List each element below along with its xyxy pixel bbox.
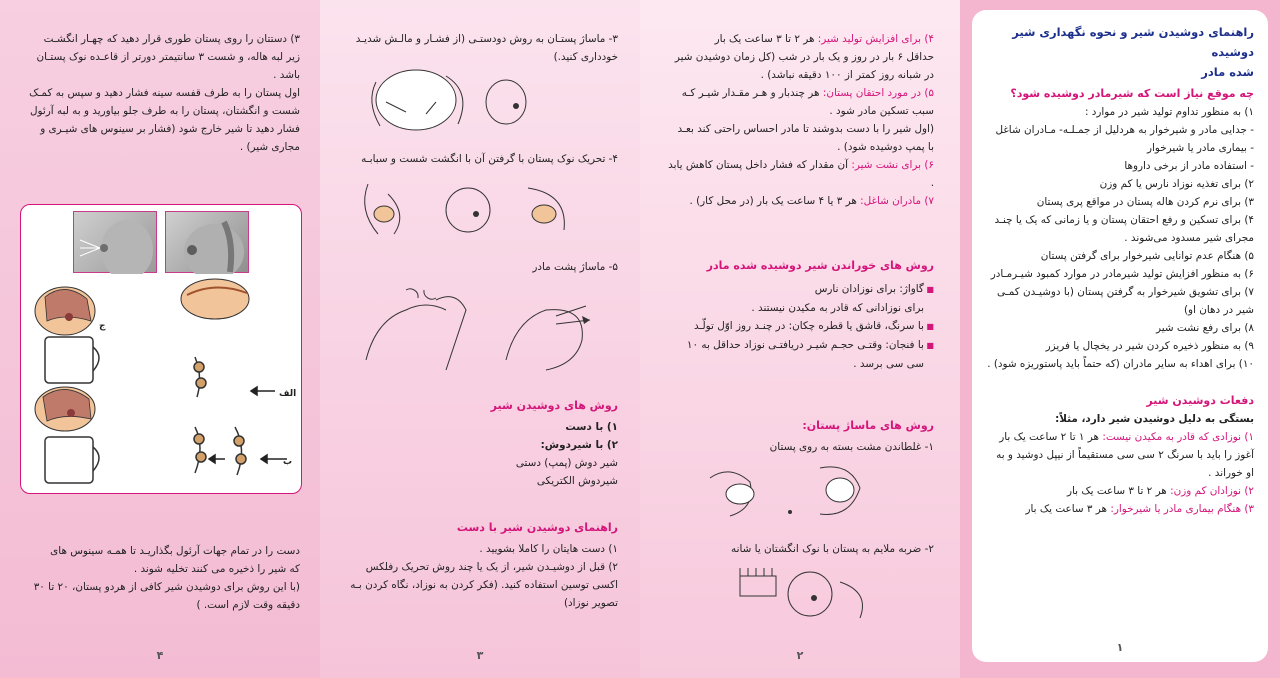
panel-page-4 <box>0 0 320 678</box>
list-item: ۴) برای تسکین و رفع احتقان پستان و یا زمانی که یک یا چنـد <box>994 214 1254 226</box>
feeding-methods-heading: روش های خوراندن شیر دوشیده شده مادر <box>706 259 934 272</box>
list-item: - جدایی مادر و شیرخوار به هردلیل از جمـلـه- مـادران شاغل <box>995 124 1254 136</box>
text-line: فشار دهید تا شیر خارج شود (فشار بر سینوس های شیـری و <box>40 123 300 135</box>
list-item: ۱۰) برای اهداء به سایر مادران (که حتماً باید پاستوریزه شود) . <box>987 358 1254 370</box>
tapping-illustration <box>700 562 890 624</box>
text-line: حداقل ۶ بار در روز و یک بار در شب (کل زمان دوشیدن شیر <box>674 51 934 63</box>
massage-methods-heading: روش های ماساژ پستان: <box>802 419 934 432</box>
breast-photo-expressing <box>73 211 157 273</box>
list-item: ۲) برای تغذیه نوزاد نارس یا کم وزن <box>1099 178 1254 190</box>
frequency-list <box>986 428 1254 518</box>
text-line: تصویر نوزاد) <box>563 597 618 609</box>
text-line: در شبانه روز کمتر از ۱۰۰ دقیقه نباشد) . <box>760 69 934 81</box>
page-number: ۳ <box>476 649 484 662</box>
feeding-methods-list <box>664 280 934 373</box>
list-item: ۳) برای نرم کردن هاله پستان در مواقع پری پستان <box>1036 196 1254 208</box>
method-hand: ۱) با دست <box>565 421 618 433</box>
text-line: زیر لبه هاله، و شست ۳ سانتیمتر دورتر از قاعـده نوک پستـان <box>36 51 300 63</box>
text-line: هر چندبار و هـر مقـدار شیـر کـه <box>681 87 823 99</box>
text-line: اکسی توسین استفاده کنید. (فکر کردن به نوزاد، نگاه کردن بـه <box>350 579 618 591</box>
text-line: ۵) در مورد احتقان پستان: <box>822 87 934 99</box>
panel-page-2 <box>640 0 960 678</box>
breast-photo-positioning <box>165 211 249 273</box>
page-number: ۴ <box>156 649 164 662</box>
label-alef: الف <box>279 389 297 399</box>
milk-spray-illustration <box>72 212 156 274</box>
list-item: مجرای شیر مسدود می‌شوند . <box>1124 232 1254 244</box>
text-line: ۱) دست هایتان را کاملا بشویید . <box>479 543 618 555</box>
list-item: ۶) به منظور افزایش تولید شیرمادر در موارد کمبود شیـرمـادر <box>990 268 1254 280</box>
text-line: اول پستان را به طرف قفسه سینه فشار دهید و سپس به کمـک <box>29 87 300 99</box>
list-item: - بیماری مادر یا شیرخوار <box>1146 142 1254 154</box>
feed-item-gavage: ■ گاواژ: برای نوزادان نارس <box>664 280 934 299</box>
massage5-text: ۵- ماساژ پشت مادر <box>532 261 618 273</box>
nipple-stimulation-illustration <box>348 174 598 238</box>
method-electric-pump: شیردوش الکتریکی <box>536 475 618 487</box>
text-line: با پمپ دوشیده شود) . <box>837 141 934 153</box>
text-line: ۱) نوزادی که قادر به مکیدن نیست: <box>1102 431 1254 443</box>
text-line: ۲) نوزادان کم وزن: <box>1170 485 1254 497</box>
when-to-express-heading: چه موقع نیاز است که شیرمادر دوشیده شود؟ <box>1010 87 1254 100</box>
expression-frequency-heading: دفعات دوشیدن شیر <box>1146 394 1254 407</box>
text-line: دقیقه وقت لازم است. ) <box>196 599 300 611</box>
list-item: ۸) برای رفع نشت شیر <box>1156 322 1254 334</box>
massage3-text <box>338 30 618 66</box>
freq-item-7 <box>664 192 934 210</box>
text-line: هر ۲ تا ۳ ساعت یک بار <box>1066 485 1171 497</box>
panel4-step3-text <box>20 30 300 156</box>
list-item: ۵) هنگام عدم توانایی شیرخوار برای گرفتن پستان <box>1040 250 1254 262</box>
text-line: دست را در تمام جهات آرئول بگذاریـد تا همـه سینوس های <box>50 545 300 557</box>
freq-item-1 <box>986 428 1254 446</box>
back-massage-illustration <box>346 280 608 376</box>
document-title-line2: شده مادر <box>1201 65 1254 79</box>
text-line: ۴) برای افزایش تولید شیر: <box>817 33 934 45</box>
text-line: هر ۳ یا ۴ ساعت یک بار (در محل کار) . <box>689 195 861 207</box>
page-number: ۱ <box>1116 641 1124 654</box>
frequency-intro: بستگی به دلیل دوشیدن شیر دارد، مثلاً: <box>1055 413 1254 425</box>
list-item: ۷) برای تشویق شیرخوار به گرفتن پستان (با دوشیـدن کمـی <box>996 286 1254 298</box>
two-hand-massage-illustration <box>346 62 546 138</box>
text-line: ۳) هنگام بیماری مادر یا شیرخوار: <box>1110 503 1254 515</box>
list-item: ۱) به منظور تداوم تولید شیر در موارد : <box>1084 106 1254 118</box>
reasons-list <box>986 103 1254 373</box>
freq-item-6 <box>664 156 934 192</box>
text-line: سی سی برسد . <box>853 358 924 370</box>
text-line: هر ۳ ساعت یک بار <box>1025 503 1111 515</box>
label-be: ب <box>283 457 293 467</box>
feed-item-cup: ■ با فنجان: وقتـی حجـم شیـر دریافتـی نوزاد حداقل به ۱۰ <box>664 336 934 355</box>
panel-page-1 <box>960 0 1280 678</box>
text-line: ۷) مادران شاغل: <box>860 195 934 207</box>
text-line: خودداری کنید.) <box>553 51 618 63</box>
text-line: ۳- ماساژ پستـان به روش دودستـی (از فشـار و مالـش شدیـد <box>355 33 618 45</box>
panel-page-3 <box>320 0 640 678</box>
page-number: ۲ <box>796 649 804 662</box>
label-jim: ج <box>99 321 106 331</box>
text-line: (اول شیر را با دست بدوشند تا مادر احساس راحتی کند بعـد <box>677 123 934 135</box>
list-item: - استفاده مادر از برخی داروها <box>1124 160 1254 172</box>
text-line: باشد . <box>273 69 300 81</box>
text-line: که شیر را ذخیره می کنند تخلیه شوند . <box>133 563 300 575</box>
method-pump: ۲) با شیردوش: <box>540 439 618 451</box>
list-item: شیر در دهان او) <box>1184 304 1254 316</box>
feed-item-syringe: ■ با سرنگ، قاشق یا قطره چکان: در چنـد روز اوّل تولّـد <box>664 317 934 336</box>
text-line: برای نوزادانی که قادر به مکیدن نیستند . <box>751 302 924 314</box>
text-line: ۶) برای نشت شیر: <box>851 159 934 171</box>
panel4-bottom-text <box>20 542 300 614</box>
text-line: ۳) دستتان را روی پستان طوری قرار دهید که چهـار انگشـت <box>43 33 300 45</box>
text-line: شست و انگشتان، پستان را به طرف جلو بیاورید و به لبه آرئول <box>29 105 300 117</box>
hand-expression-heading: راهنمای دوشیدن شیر با دست <box>456 521 618 534</box>
text-line: مجاری شیر) . <box>239 141 300 153</box>
text-line: ۲) قبل از دوشیـدن شیر، از یک یا چند روش تحریک رفلکس <box>365 561 618 573</box>
text-line: هر ۱ تا ۲ ساعت یک بار <box>999 431 1103 443</box>
text-line: آغوز را باید با سرنگ ۲ سی سی مستقیماً از نیپل دوشید و به <box>996 449 1254 461</box>
massage1-text: ۱- غلطاندن مشت بسته به روی پستان <box>769 441 934 453</box>
freq-item-2 <box>986 482 1254 500</box>
cover-card <box>972 10 1268 662</box>
expression-methods-heading: روش های دوشیدن شیر <box>490 399 618 412</box>
text-line: او خوراند . <box>1208 467 1254 479</box>
method-manual-pump: شیر دوش (پمپ) دستی <box>515 457 618 469</box>
fist-rolling-illustration <box>700 458 890 524</box>
text-line: سبب تسکین مادر شود . <box>829 105 934 117</box>
massage4-text: ۴- تحریک نوک پستان با گرفتن آن با انگشت شست و سبابـه <box>361 153 618 165</box>
frequency-continued <box>664 30 934 210</box>
list-item: ۹) به منظور ذخیره کردن شیر در یخچال یا فریزر <box>1045 340 1254 352</box>
text-line: (با این روش برای دوشیدن شیر کافی از هردو پستان، ۲۰ تا ۳۰ <box>33 581 300 593</box>
document-title: راهنمای دوشیدن شیر و نحوه نگهداری شیر دوشیده <box>1012 25 1254 59</box>
expression-methods-list <box>338 418 618 490</box>
freq-item-3 <box>986 500 1254 518</box>
hand-expression-illustration-frame <box>20 204 302 494</box>
massage2-text: ۲- ضربه ملایم به پستان با نوک انگشتان یا شانه <box>731 543 934 555</box>
freq-item-4 <box>664 30 934 48</box>
freq-item-5 <box>664 84 934 102</box>
hand-expression-steps <box>338 540 618 612</box>
text-line: آن مقدار که فشار داخل پستان کاهش یابد . <box>668 159 934 189</box>
text-line: هر ۲ تا ۳ ساعت یک بار <box>714 33 818 45</box>
nipple-illustration <box>164 212 248 274</box>
hand-expression-steps-drawing <box>25 277 299 491</box>
